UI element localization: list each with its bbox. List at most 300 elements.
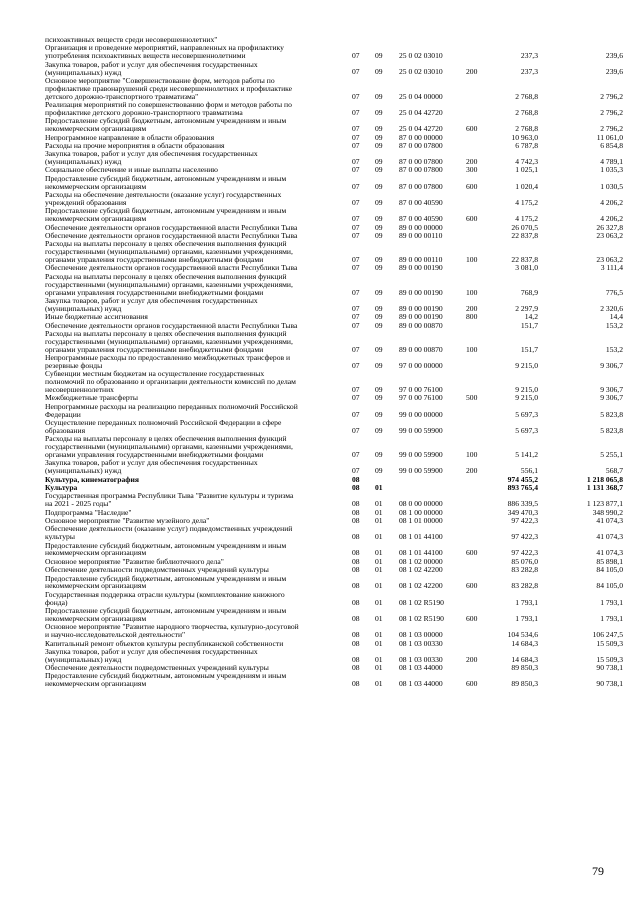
- row-expense-type: 600: [466, 214, 478, 224]
- row-name-line: Социальное обеспечение и иные выплаты населению: [45, 165, 218, 175]
- row-name-line: Межбюджетные трансферты: [45, 393, 138, 403]
- row-section-code: 07: [352, 425, 360, 435]
- row-expense-type: 100: [466, 255, 478, 265]
- row-target-article: 08 1 01 00000: [399, 515, 443, 525]
- row-section-code: 08: [352, 654, 360, 664]
- row-sum-second-year: 23 063,2: [596, 255, 623, 265]
- row-section-code: 07: [352, 344, 360, 354]
- row-name-line: некоммерческим организациям: [45, 214, 147, 224]
- row-sum-second-year: 1 793,1: [600, 597, 623, 607]
- row-name: [45, 607, 341, 623]
- row-subsection-code: 09: [375, 107, 383, 117]
- row-name-line: Предоставление субсидий бюджетным, автономным учреждениям и иным: [45, 540, 287, 550]
- table-row: [0, 44, 639, 60]
- row-target-article: 87 0 00 07800: [399, 157, 443, 167]
- table-row: [0, 403, 639, 419]
- row-target-article: 89 0 00 00110: [399, 255, 443, 265]
- row-section-code: 07: [352, 385, 360, 395]
- row-sum-first-year: 83 282,8: [511, 581, 538, 591]
- row-section-code: 08: [352, 565, 360, 575]
- row-sum-second-year: 2 796,2: [600, 91, 623, 101]
- row-target-article: 97 0 00 00000: [399, 360, 443, 370]
- row-name-line: Закупка товаров, работ и услуг для обеспечения государственных: [45, 59, 258, 69]
- row-name-line: некоммерческим организациям: [45, 581, 147, 591]
- row-sum-first-year: 97 422,3: [511, 515, 538, 525]
- row-target-article: 08 1 02 42200: [399, 565, 443, 575]
- row-section-code: 07: [352, 303, 360, 313]
- table-row: [0, 370, 639, 394]
- row-name-line: некоммерческим организациям: [45, 679, 147, 689]
- row-name-line: некоммерческим организациям: [45, 181, 147, 191]
- table-row: [0, 623, 639, 639]
- row-name: [45, 313, 341, 321]
- row-name-line: Культура: [45, 483, 78, 492]
- row-sum-second-year: 15 509,3: [596, 638, 623, 648]
- row-expense-type: 600: [466, 124, 478, 134]
- row-expense-type: 200: [466, 466, 478, 476]
- row-section-code: 07: [352, 312, 360, 322]
- table-row: [0, 419, 639, 435]
- row-name-line: Обеспечение деятельности (оказание услуг) подведомственных учреждений: [45, 524, 293, 534]
- row-sum-second-year: 1 030,5: [600, 181, 623, 191]
- row-name-line: психоактивных веществ среди несовершеннолетних": [45, 35, 218, 44]
- row-name: [45, 175, 341, 191]
- row-target-article: 87 0 00 07800: [399, 165, 443, 175]
- row-subsection-code: 09: [375, 303, 383, 313]
- table-row: [0, 591, 639, 607]
- table-row: [0, 191, 639, 207]
- row-sum-second-year: 15 509,3: [596, 654, 623, 664]
- row-section-code: 07: [352, 181, 360, 191]
- row-target-article: 87 0 00 40590: [399, 197, 443, 207]
- row-sum-second-year: 3 111,4: [600, 263, 623, 273]
- row-name: [45, 117, 341, 133]
- table-row: [0, 240, 639, 264]
- row-target-article: 87 0 00 40590: [399, 214, 443, 224]
- row-section-code: 07: [352, 393, 360, 403]
- row-section-code: 08: [352, 663, 360, 673]
- row-section-code: 07: [352, 263, 360, 273]
- row-name-line: фонда): [45, 597, 68, 607]
- row-sum-first-year: 2 768,8: [515, 91, 538, 101]
- row-name-line: (муниципальных) нужд: [45, 157, 122, 167]
- table-row: [0, 492, 639, 508]
- row-section-code: 07: [352, 320, 360, 330]
- row-section-code: 07: [352, 214, 360, 224]
- row-name-line: Предоставление субсидий бюджетным, автономным учреждениям и иным: [45, 116, 287, 126]
- row-sum-second-year: 2 796,2: [600, 124, 623, 134]
- table-row: [0, 672, 639, 688]
- row-sum-second-year: 23 063,2: [596, 230, 623, 240]
- row-target-article: 25 0 04 42720: [399, 107, 443, 117]
- row-section-code: 07: [352, 222, 360, 232]
- row-section-code: 07: [352, 91, 360, 101]
- row-name-line: Предоставление субсидий бюджетным, автономным учреждениям и иным: [45, 173, 287, 183]
- row-name-line: некоммерческим организациям: [45, 548, 147, 558]
- row-name: [45, 591, 341, 607]
- row-sum-first-year: 237,3: [520, 51, 538, 61]
- row-sum-second-year: 106 247,5: [592, 630, 623, 640]
- row-sum-first-year: 10 963,0: [511, 132, 538, 142]
- row-sum-second-year: 41 074,3: [596, 532, 623, 542]
- row-sum-first-year: 4 742,3: [515, 157, 538, 167]
- row-name-line: Расходы на выплаты персоналу в целях обеспечения выполнения функций: [45, 239, 287, 249]
- row-name-line: Обеспечение деятельности органов государственной власти Республики Тыва: [45, 230, 298, 240]
- row-name: [45, 672, 341, 688]
- row-name: [45, 648, 341, 664]
- row-name-line: Обеспечение деятельности органов государственной власти Республики Тыва: [45, 222, 298, 232]
- row-target-article: 89 0 00 00110: [399, 230, 443, 240]
- row-name: [45, 459, 341, 475]
- row-section-code: 08: [352, 630, 360, 640]
- row-name-line: образования: [45, 425, 86, 435]
- row-sum-first-year: 9 215,0: [515, 385, 538, 395]
- row-sum-second-year: 4 789,1: [600, 157, 623, 167]
- row-sum-second-year: 4 206,2: [600, 214, 623, 224]
- row-name: [45, 77, 341, 101]
- table-row: [0, 435, 639, 459]
- table-row: [0, 459, 639, 475]
- row-sum-second-year: 568,7: [605, 466, 623, 476]
- row-target-article: 89 0 00 00000: [399, 222, 443, 232]
- table-row: [0, 607, 639, 623]
- row-section-code: 07: [352, 107, 360, 117]
- row-subsection-code: 01: [375, 565, 383, 575]
- table-row: [0, 575, 639, 591]
- row-expense-type: 600: [466, 548, 478, 558]
- row-name-line: (муниципальных) нужд: [45, 466, 122, 476]
- row-sum-first-year: 1 793,1: [515, 613, 538, 623]
- row-subsection-code: 09: [375, 165, 383, 175]
- row-name: [45, 44, 341, 60]
- row-subsection-code: 01: [375, 613, 383, 623]
- row-sum-second-year: 5 823,8: [600, 425, 623, 435]
- row-section-code: 08: [352, 499, 360, 509]
- row-target-article: 99 0 00 59900: [399, 450, 443, 460]
- row-sum-second-year: 5 823,8: [600, 409, 623, 419]
- row-name-line: Предоставление субсидий бюджетным, автономным учреждениям и иным: [45, 671, 287, 681]
- row-target-article: 08 1 02 00000: [399, 556, 443, 566]
- row-sum-first-year: 85 076,0: [511, 556, 538, 566]
- row-name-line: Основное мероприятие "Совершенствование форм, методов работы по: [45, 75, 275, 85]
- row-sum-second-year: 776,5: [605, 287, 623, 297]
- row-target-article: 87 0 00 00000: [399, 132, 443, 142]
- table-row: [0, 476, 639, 484]
- row-sum-first-year: 14 684,3: [511, 638, 538, 648]
- row-sum-first-year: 5 697,3: [515, 425, 538, 435]
- table-row: [0, 273, 639, 297]
- row-sum-first-year: 151,7: [520, 344, 538, 354]
- row-name-line: Культура, кинематография: [45, 474, 140, 484]
- page-number: 79: [592, 864, 604, 878]
- row-name: [45, 542, 341, 558]
- row-sum-first-year: 5 141,2: [515, 450, 538, 460]
- row-sum-second-year: 85 898,1: [596, 556, 623, 566]
- row-sum-first-year: 886 339,5: [507, 499, 538, 509]
- row-sum-first-year: 22 837,8: [511, 255, 538, 265]
- row-subsection-code: 01: [375, 679, 383, 689]
- row-name-line: Организация и проведение мероприятий, направленных на профилактику: [45, 43, 284, 53]
- row-sum-second-year: 239,6: [605, 51, 623, 61]
- row-target-article: 97 0 00 76100: [399, 385, 443, 395]
- row-sum-first-year: 237,3: [520, 67, 538, 77]
- row-target-article: 89 0 00 00190: [399, 303, 443, 313]
- row-sum-second-year: 153,2: [605, 344, 623, 354]
- row-target-article: 89 0 00 00190: [399, 312, 443, 322]
- row-subsection-code: 09: [375, 214, 383, 224]
- row-name-line: Расходы на выплаты персоналу в целях обеспечения выполнения функций: [45, 328, 287, 338]
- row-section-code: 07: [352, 140, 360, 150]
- row-sum-second-year: 2 320,6: [600, 303, 623, 313]
- row-name: [45, 492, 341, 508]
- row-sum-first-year: 2 768,8: [515, 124, 538, 134]
- row-subsection-code: 09: [375, 425, 383, 435]
- row-expense-type: 200: [466, 654, 478, 664]
- row-target-article: 08 1 03 00330: [399, 638, 443, 648]
- row-expense-type: 100: [466, 344, 478, 354]
- row-name-line: некоммерческим организациям: [45, 124, 147, 134]
- row-subsection-code: 09: [375, 312, 383, 322]
- row-name-line: Расходы на прочие мероприятия в области образования: [45, 140, 225, 150]
- row-section-code: 07: [352, 51, 360, 61]
- row-subsection-code: 01: [375, 663, 383, 673]
- row-name: [45, 297, 341, 313]
- row-name-line: Закупка товаров, работ и услуг для обеспечения государственных: [45, 149, 258, 159]
- row-name-line: Государственная поддержка отрасли культуры (комплектование книжного: [45, 589, 285, 599]
- row-section-code: 07: [352, 157, 360, 167]
- row-sum-second-year: 41 074,3: [596, 515, 623, 525]
- row-name: [45, 575, 341, 591]
- row-section-code: 07: [352, 132, 360, 142]
- row-section-code: 08: [352, 474, 360, 484]
- row-name-line: профилактике правонарушений среди несовершеннолетних и профилактике: [45, 83, 293, 93]
- row-section-code: 08: [352, 679, 360, 689]
- row-target-article: 25 0 04 42720: [399, 124, 443, 134]
- row-section-code: 08: [352, 581, 360, 591]
- row-name-line: государственными (муниципальными) органами, казенными учреждениями,: [45, 247, 293, 257]
- row-subsection-code: 01: [375, 532, 383, 542]
- row-sum-second-year: 239,6: [605, 67, 623, 77]
- row-expense-type: 100: [466, 450, 478, 460]
- row-section-code: 07: [352, 124, 360, 134]
- row-sum-second-year: 1 035,3: [600, 165, 623, 175]
- row-section-code: 08: [352, 507, 360, 517]
- table-row: [0, 101, 639, 117]
- row-sum-second-year: 9 306,7: [600, 385, 623, 395]
- row-subsection-code: 01: [375, 507, 383, 517]
- row-target-article: 08 1 02 42200: [399, 581, 443, 591]
- row-sum-first-year: 2 768,8: [515, 107, 538, 117]
- row-section-code: 07: [352, 67, 360, 77]
- row-subsection-code: 01: [375, 548, 383, 558]
- row-name: [45, 101, 341, 117]
- row-sum-first-year: 83 282,8: [511, 565, 538, 575]
- row-name-line: (муниципальных) нужд: [45, 67, 122, 77]
- row-section-code: 07: [352, 197, 360, 207]
- row-sum-second-year: 153,2: [605, 320, 623, 330]
- row-name-line: несовершеннолетних: [45, 385, 114, 395]
- row-name-line: Расходы на выплаты персоналу в целях обеспечения выполнения функций: [45, 434, 287, 444]
- row-target-article: 89 0 00 00190: [399, 287, 443, 297]
- row-name-line: органами управления государственными внебюджетными фондами: [45, 344, 264, 354]
- row-subsection-code: 09: [375, 222, 383, 232]
- row-section-code: 07: [352, 360, 360, 370]
- row-section-code: 08: [352, 532, 360, 542]
- row-name-line: государственными (муниципальными) органами, казенными учреждениями,: [45, 336, 293, 346]
- row-sum-first-year: 974 455,2: [507, 474, 538, 484]
- row-sum-second-year: 14,4: [609, 312, 623, 322]
- row-name-line: учреждений образования: [45, 197, 127, 207]
- row-name-line: Федерации: [45, 409, 81, 419]
- row-name-line: Государственная программа Республики Тыва "Развитие культуры и туризма: [45, 491, 294, 501]
- row-sum-first-year: 14,2: [524, 312, 538, 322]
- row-name: [45, 403, 341, 419]
- row-name-line: профилактике детского дорожно-транспортного травматизма: [45, 107, 243, 117]
- row-name-line: детского дорожно-транспортного травматизма": [45, 91, 199, 101]
- row-name-line: Обеспечение деятельности органов государственной власти Республики Тыва: [45, 263, 298, 273]
- row-target-article: 08 1 03 44000: [399, 663, 443, 673]
- table-row: [0, 648, 639, 664]
- row-subsection-code: 09: [375, 132, 383, 142]
- row-expense-type: 600: [466, 581, 478, 591]
- row-expense-type: 200: [466, 303, 478, 313]
- row-target-article: 89 0 00 00870: [399, 320, 443, 330]
- row-name-line: Иные бюджетные ассигнования: [45, 312, 148, 322]
- row-target-article: 97 0 00 76100: [399, 393, 443, 403]
- row-sum-second-year: 9 306,7: [600, 360, 623, 370]
- row-name-line: Реализация мероприятий по совершенствованию форм и методов работы по: [45, 100, 292, 109]
- row-expense-type: 100: [466, 287, 478, 297]
- row-subsection-code: 09: [375, 51, 383, 61]
- row-target-article: 08 1 02 R5190: [399, 597, 444, 607]
- row-section-code: 07: [352, 230, 360, 240]
- row-sum-second-year: 5 255,1: [600, 450, 623, 460]
- table-row: [0, 566, 639, 574]
- row-name-line: (муниципальных) нужд: [45, 303, 122, 313]
- row-name: [45, 191, 341, 207]
- row-sum-first-year: 893 765,4: [507, 483, 538, 492]
- row-sum-second-year: 4 206,2: [600, 197, 623, 207]
- row-sum-second-year: 9 306,7: [600, 393, 623, 403]
- row-sum-second-year: 90 738,1: [596, 663, 623, 673]
- row-name-line: Подпрограмма "Наследие": [45, 507, 132, 517]
- row-name-line: Непрограммные расходы на реализацию переданных полномочий Российской: [45, 401, 298, 411]
- row-section-code: 07: [352, 287, 360, 297]
- table-row: [0, 175, 639, 191]
- row-section-code: 07: [352, 409, 360, 419]
- row-name: [45, 330, 341, 354]
- row-subsection-code: 09: [375, 181, 383, 191]
- row-sum-second-year: 26 327,8: [596, 222, 623, 232]
- row-name-line: Обеспечение деятельности органов государственной власти Республики Тыва: [45, 320, 298, 330]
- row-section-code: 07: [352, 466, 360, 476]
- row-section-code: 08: [352, 483, 360, 492]
- row-name-line: Расходы на обеспечение деятельности (оказание услуг) государственных: [45, 190, 282, 200]
- row-sum-first-year: 97 422,3: [511, 548, 538, 558]
- row-expense-type: 500: [466, 393, 478, 403]
- row-section-code: 08: [352, 613, 360, 623]
- row-name-line: Основное мероприятие "Развитие музейного дела": [45, 515, 210, 525]
- row-section-code: 07: [352, 255, 360, 265]
- row-subsection-code: 09: [375, 287, 383, 297]
- row-sum-second-year: 84 105,0: [596, 565, 623, 575]
- row-name-line: Расходы на выплаты персоналу в целях обеспечения выполнения функций: [45, 271, 287, 281]
- row-section-code: 08: [352, 638, 360, 648]
- row-subsection-code: 01: [375, 597, 383, 607]
- row-expense-type: 300: [466, 165, 478, 175]
- row-name-line: культуры: [45, 532, 75, 542]
- row-name-line: органами управления государственными внебюджетными фондами: [45, 287, 264, 297]
- row-sum-first-year: 104 534,6: [507, 630, 538, 640]
- row-sum-first-year: 1 020,4: [515, 181, 538, 191]
- row-subsection-code: 09: [375, 124, 383, 134]
- table-row: [0, 313, 639, 321]
- row-subsection-code: 09: [375, 263, 383, 273]
- row-name-line: полномочий по образованию и организации деятельности комиссий по делам: [45, 377, 296, 387]
- row-expense-type: 200: [466, 67, 478, 77]
- row-sum-second-year: 348 990,2: [592, 507, 623, 517]
- row-target-article: 08 1 00 00000: [399, 507, 443, 517]
- row-subsection-code: 01: [375, 499, 383, 509]
- row-subsection-code: 09: [375, 67, 383, 77]
- row-name-line: Обеспечение деятельности подведомственных учреждений культуры: [45, 565, 269, 575]
- row-name-line: некоммерческим организациям: [45, 613, 147, 623]
- row-name-line: Предоставление субсидий бюджетным, автономным учреждениям и иным: [45, 573, 287, 583]
- row-sum-first-year: 5 697,3: [515, 409, 538, 419]
- row-name-line: Закупка товаров, работ и услуг для обеспечения государственных: [45, 458, 258, 468]
- table-row: [0, 150, 639, 166]
- row-sum-first-year: 1 793,1: [515, 597, 538, 607]
- row-name: [45, 566, 341, 574]
- row-sum-first-year: 4 175,2: [515, 214, 538, 224]
- row-sum-first-year: 9 215,0: [515, 360, 538, 370]
- row-sum-second-year: 1 123 877,1: [586, 499, 623, 509]
- row-subsection-code: 01: [375, 654, 383, 664]
- row-sum-second-year: 1 218 065,8: [586, 474, 623, 484]
- row-name: [45, 207, 341, 223]
- row-sum-first-year: 89 850,3: [511, 663, 538, 673]
- row-target-article: 89 0 00 00870: [399, 344, 443, 354]
- row-name-line: Субвенции местным бюджетам на осуществление государственных: [45, 369, 265, 379]
- row-section-code: 07: [352, 165, 360, 175]
- row-sum-second-year: 1 793,1: [600, 613, 623, 623]
- row-sum-first-year: 22 837,8: [511, 230, 538, 240]
- row-name-line: употребления психоактивных веществ несовершеннолетними: [45, 51, 246, 61]
- row-subsection-code: 09: [375, 157, 383, 167]
- row-name-line: государственными (муниципальными) органами, казенными учреждениями,: [45, 442, 293, 452]
- row-name-line: органами управления государственными внебюджетными фондами: [45, 450, 264, 460]
- row-sum-second-year: 6 854,8: [600, 140, 623, 150]
- row-expense-type: 600: [466, 679, 478, 689]
- row-name: [45, 370, 341, 394]
- table-row: [0, 542, 639, 558]
- row-subsection-code: 09: [375, 230, 383, 240]
- row-sum-first-year: 1 025,1: [515, 165, 538, 175]
- row-subsection-code: 09: [375, 409, 383, 419]
- row-subsection-code: 01: [375, 556, 383, 566]
- row-sum-first-year: 14 684,3: [511, 654, 538, 664]
- row-sum-first-year: 349 470,3: [507, 507, 538, 517]
- row-name: [45, 150, 341, 166]
- row-sum-first-year: 9 215,0: [515, 393, 538, 403]
- row-sum-first-year: 6 787,8: [515, 140, 538, 150]
- row-name-line: Осуществление переданных полномочий Российской Федерации в сфере: [45, 418, 282, 427]
- row-subsection-code: 09: [375, 255, 383, 265]
- row-target-article: 99 0 00 59900: [399, 466, 443, 476]
- row-sum-first-year: 151,7: [520, 320, 538, 330]
- row-name-line: Основное мероприятие "Развитие библиотечного дела": [45, 556, 224, 566]
- row-section-code: 08: [352, 548, 360, 558]
